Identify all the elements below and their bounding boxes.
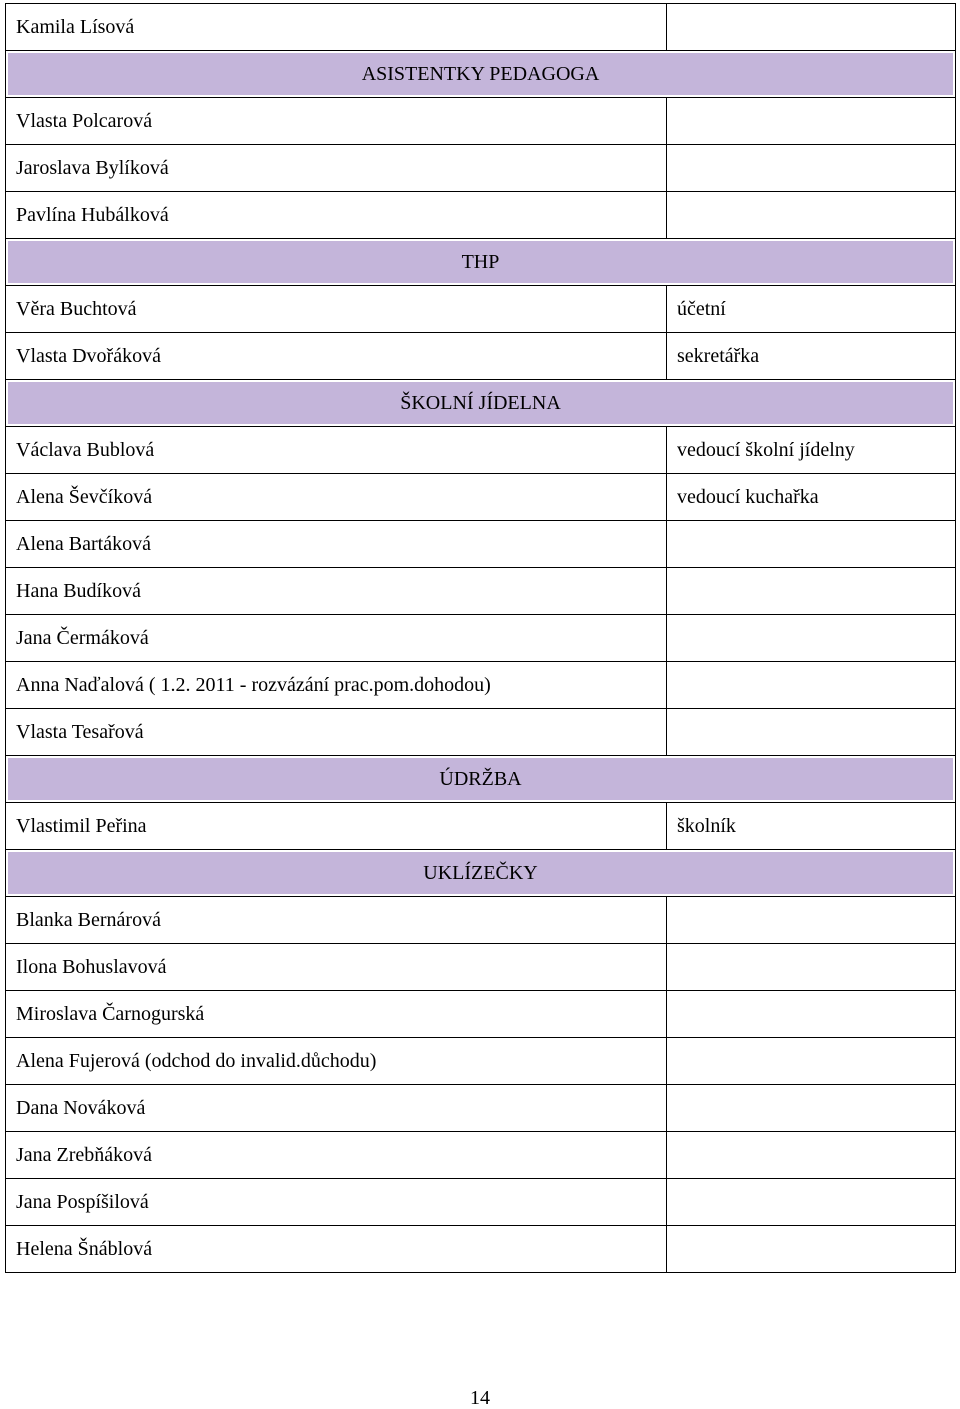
staff-role bbox=[667, 1038, 956, 1085]
staff-role: sekretářka bbox=[667, 333, 956, 380]
staff-role bbox=[667, 615, 956, 662]
staff-row bbox=[6, 98, 956, 145]
staff-name: Věra Buchtová bbox=[6, 286, 667, 333]
staff-role bbox=[667, 192, 956, 239]
staff-name: Blanka Bernárová bbox=[6, 897, 667, 944]
staff-name: Helena Šnáblová bbox=[6, 1226, 667, 1273]
staff-row bbox=[6, 427, 956, 474]
staff-role bbox=[667, 1179, 956, 1226]
staff-name: Jana Zrebňáková bbox=[6, 1132, 667, 1179]
staff-row bbox=[6, 1179, 956, 1226]
staff-row bbox=[6, 615, 956, 662]
staff-name: Dana Nováková bbox=[6, 1085, 667, 1132]
staff-row bbox=[6, 1226, 956, 1273]
staff-name: Pavlína Hubálková bbox=[6, 192, 667, 239]
staff-row bbox=[6, 803, 956, 850]
staff-row bbox=[6, 568, 956, 615]
staff-role bbox=[667, 568, 956, 615]
section-header-row bbox=[6, 380, 956, 427]
staff-row bbox=[6, 897, 956, 944]
staff-name: Alena Ševčíková bbox=[6, 474, 667, 521]
staff-row bbox=[6, 474, 956, 521]
staff-name: Jana Pospíšilová bbox=[6, 1179, 667, 1226]
section-header-row bbox=[6, 756, 956, 803]
staff-role: vedoucí kuchařka bbox=[667, 474, 956, 521]
staff-role bbox=[667, 4, 956, 51]
section-header-row bbox=[6, 51, 956, 98]
section-title: UKLÍZEČKY bbox=[6, 850, 956, 897]
section-header-row bbox=[6, 239, 956, 286]
staff-role: školník bbox=[667, 803, 956, 850]
section-title: THP bbox=[6, 239, 956, 286]
staff-role bbox=[667, 1132, 956, 1179]
staff-role bbox=[667, 98, 956, 145]
staff-row bbox=[6, 944, 956, 991]
staff-name: Jana Čermáková bbox=[6, 615, 667, 662]
staff-name: Jaroslava Bylíková bbox=[6, 145, 667, 192]
staff-role bbox=[667, 709, 956, 756]
staff-role: účetní bbox=[667, 286, 956, 333]
staff-name: Alena Bartáková bbox=[6, 521, 667, 568]
staff-name: Kamila Lísová bbox=[6, 4, 667, 51]
staff-table bbox=[5, 3, 956, 1273]
staff-role bbox=[667, 1226, 956, 1273]
staff-row bbox=[6, 1085, 956, 1132]
staff-role bbox=[667, 662, 956, 709]
staff-row bbox=[6, 333, 956, 380]
staff-name: Ilona Bohuslavová bbox=[6, 944, 667, 991]
staff-table-body bbox=[6, 4, 956, 1273]
staff-name: Hana Budíková bbox=[6, 568, 667, 615]
staff-row bbox=[6, 662, 956, 709]
staff-role bbox=[667, 944, 956, 991]
section-title: ŠKOLNÍ JÍDELNA bbox=[6, 380, 956, 427]
staff-name: Vlastimil Peřina bbox=[6, 803, 667, 850]
staff-row bbox=[6, 991, 956, 1038]
page-number: 14 bbox=[470, 1387, 490, 1409]
staff-name: Anna Naďalová ( 1.2. 2011 - rozvázání prac.pom.dohodou) bbox=[6, 662, 667, 709]
staff-name: Václava Bublová bbox=[6, 427, 667, 474]
staff-role: vedoucí školní jídelny bbox=[667, 427, 956, 474]
staff-row bbox=[6, 1038, 956, 1085]
staff-row bbox=[6, 521, 956, 568]
staff-role bbox=[667, 145, 956, 192]
staff-row bbox=[6, 4, 956, 51]
staff-name: Vlasta Polcarová bbox=[6, 98, 667, 145]
staff-name: Miroslava Čarnogurská bbox=[6, 991, 667, 1038]
staff-name: Vlasta Dvořáková bbox=[6, 333, 667, 380]
staff-role bbox=[667, 897, 956, 944]
staff-role bbox=[667, 991, 956, 1038]
staff-role bbox=[667, 521, 956, 568]
section-header-row bbox=[6, 850, 956, 897]
section-title: ÚDRŽBA bbox=[6, 756, 956, 803]
staff-role bbox=[667, 1085, 956, 1132]
section-title: ASISTENTKY PEDAGOGA bbox=[6, 51, 956, 98]
staff-row bbox=[6, 1132, 956, 1179]
staff-name: Alena Fujerová (odchod do invalid.důchodu) bbox=[6, 1038, 667, 1085]
staff-name: Vlasta Tesařová bbox=[6, 709, 667, 756]
staff-row bbox=[6, 709, 956, 756]
staff-row bbox=[6, 145, 956, 192]
staff-row bbox=[6, 192, 956, 239]
staff-row bbox=[6, 286, 956, 333]
